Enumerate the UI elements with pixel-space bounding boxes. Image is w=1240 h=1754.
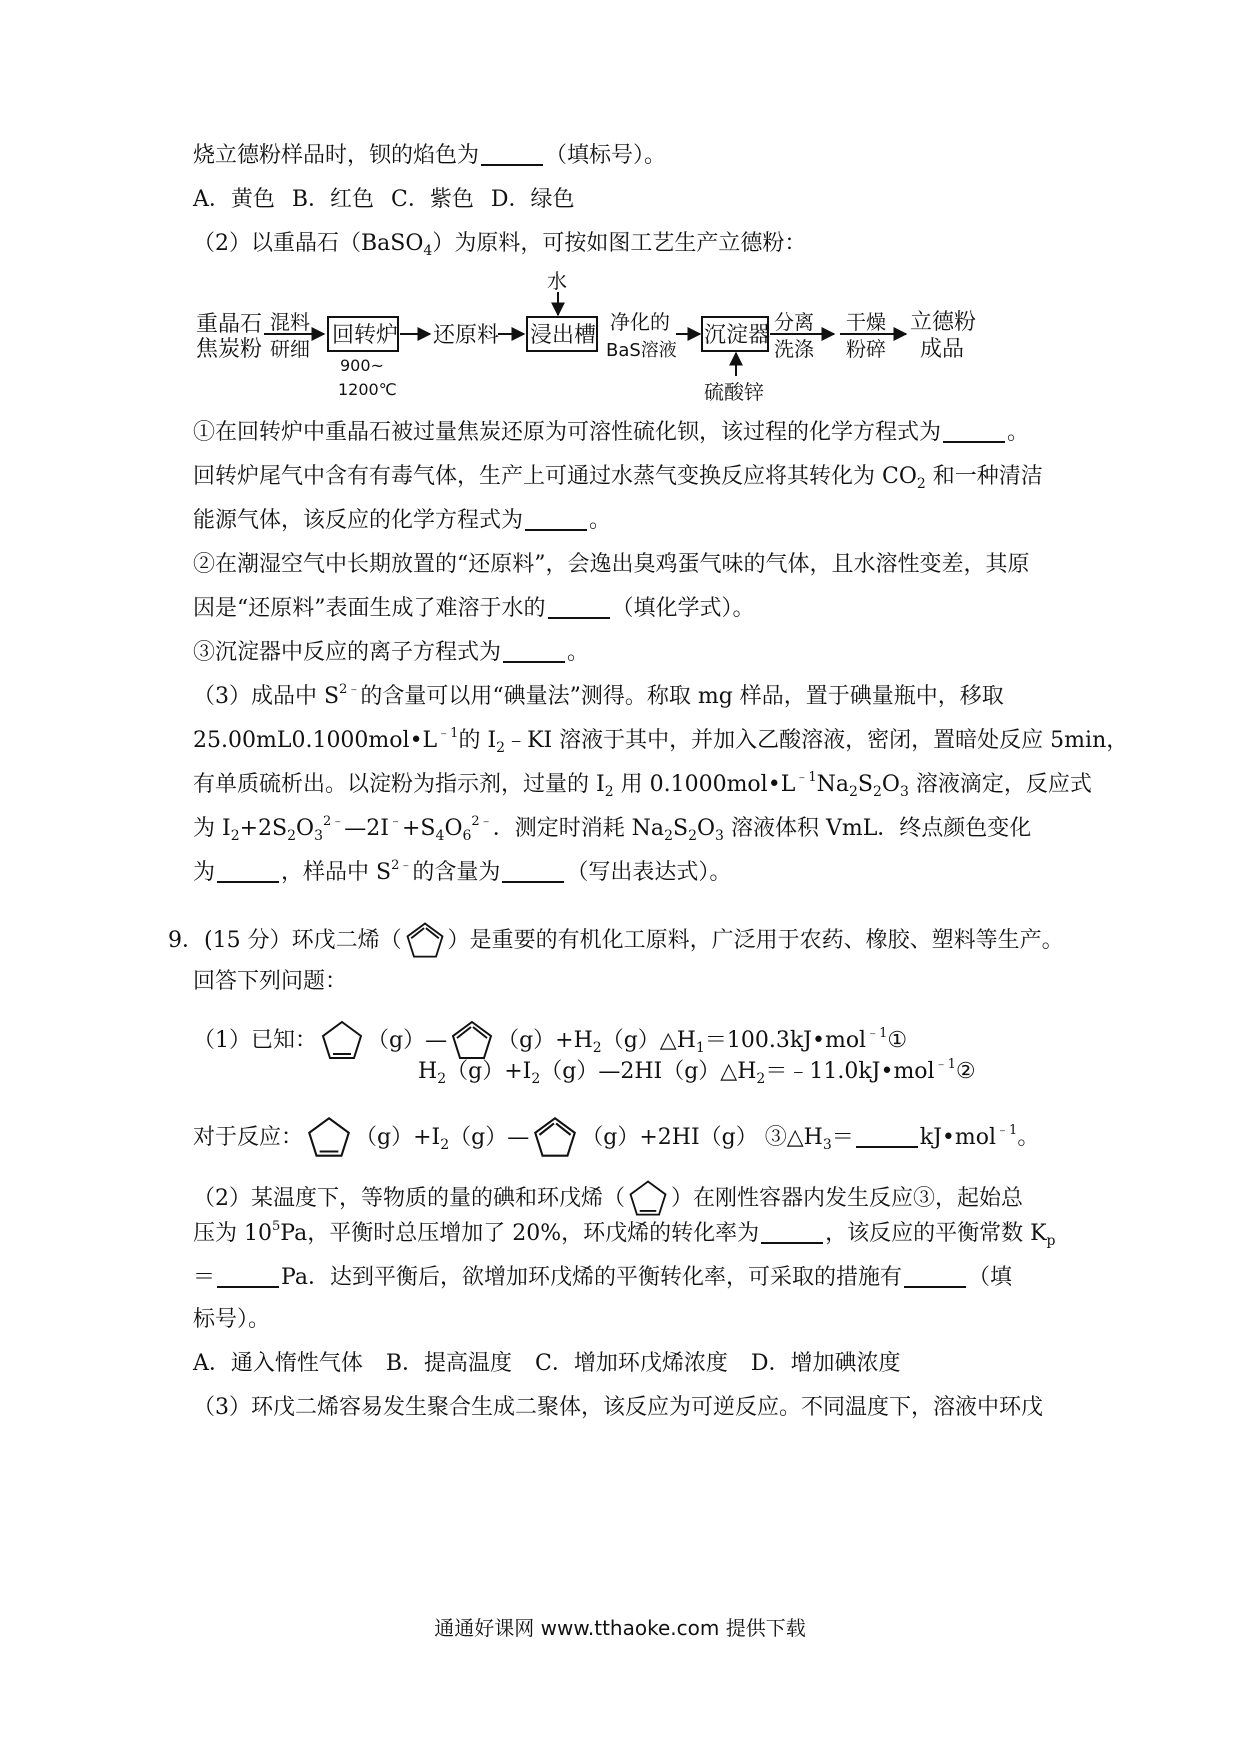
text-line-3: （2）以重晶石（BaSO$_4$）为原料，可按如图工艺生产立德粉：	[193, 231, 807, 259]
text-line-25: （3）环戊二烯容易发生聚合生成二聚体，该反应为可逆反应。不同温度下，溶液中环戊	[193, 1395, 1043, 1420]
flow-step2-b: 洗涤	[774, 337, 814, 361]
answer-blank	[217, 1264, 279, 1288]
text-line-5: 回转炉尾气中含有有毒气体，生产上可通过水蒸气变换反应将其转化为 $CO_2$ 和一种清洁	[193, 464, 1043, 492]
flow-zinc: 硫酸锌	[704, 380, 764, 404]
text-line-17: （1）已知： （g）— $(g)+H_2(g)\triangle H_1=100.3kJ•mol^{﹣1}①$	[193, 1016, 907, 1066]
text-line-24: A．通入惰性气体 B．提高温度 C．增加环戊烯浓度 D．增加碘浓度	[193, 1351, 901, 1376]
flow-step1-a: 混料	[270, 310, 310, 334]
text-line-19: 对于反应： $(g)+I_2(g)—$ （g）+2HI（g） $③\triangle H_3=$ kJ•mol$^{﹣1}$。	[193, 1112, 1039, 1164]
flow-step3-b: 粉碎	[846, 337, 886, 361]
answer-blank	[761, 1220, 823, 1244]
flow-start-2: 焦炭粉	[196, 337, 263, 362]
answer-blank	[525, 507, 587, 531]
process-flow-diagram	[190, 268, 990, 408]
text-line-22: ＝ Pa．达到平衡后，欲增加环戊烯的平衡转化率，可采取的措施有 （填	[193, 1265, 1012, 1290]
text-line-14: 为 ，样品中 $S^{2﹣}$的含量为 （写出表达式）。	[193, 858, 732, 885]
flow-mid-2a: 净化的	[610, 310, 670, 334]
text-line-4: ①在回转炉中重晶石被过量焦炭还原为可溶性硫化钡，该过程的化学方程式为 。	[193, 420, 1030, 445]
text-line-7: ②在潮湿空气中长期放置的“还原料”，会逸出臭鸡蛋气味的气体，且水溶性变差，其原	[193, 552, 1030, 577]
answer-blank	[503, 639, 565, 663]
flow-step1-b: 研细	[270, 337, 310, 361]
answer-blank	[548, 595, 610, 619]
cyclopentene-structure	[625, 1176, 671, 1222]
text-line-1: 烧立德粉样品时，钡的焰色为 （填标号）。	[193, 143, 667, 168]
cyclopentene-structure	[317, 1016, 367, 1066]
flow-step2-a: 分离	[774, 310, 814, 334]
flow-end-2: 成品	[920, 337, 965, 362]
flow-mid-2b: BaS溶液	[606, 340, 677, 361]
flow-start-1: 重晶石	[196, 312, 263, 337]
answer-blank	[943, 419, 1005, 443]
text-line-13: 为 $I_2+2S_2O_3^{2﹣}—2I^﹣+S_4O_6^{2﹣}$．测定时消耗 $Na_2S_2O_3$ 溶液体积 VmL．终点颜色变化	[193, 814, 1032, 844]
text-line-20: （2）某温度下，等物质的量的碘和环戊烯（ ）在刚性容器内发生反应③，起始总	[193, 1176, 1023, 1222]
answer-blank	[481, 142, 543, 166]
flow-box-2: 浸出槽	[530, 323, 597, 348]
flow-temp-1: 900~	[340, 356, 384, 375]
text-line-8: 因是“还原料”表面生成了难溶于水的 （填化学式）。	[193, 596, 755, 621]
answer-blank	[904, 1264, 966, 1288]
flow-box-3: 沉淀器	[704, 323, 771, 348]
flow-temp-2: 1200℃	[338, 380, 397, 399]
page-footer: 通通好课网 www.tthaoke.com 提供下载	[434, 1616, 806, 1640]
text-line-18: $H_2(g)+I_2(g)—2HI(g)\triangle H_2=﹣11.0kJ•mol^{﹣1}②$	[418, 1057, 976, 1087]
cyclopentadiene-structure	[402, 918, 448, 964]
answer-blank	[217, 859, 279, 883]
flow-step3-a: 干燥	[846, 310, 886, 334]
answer-blank	[856, 1124, 918, 1148]
text-line-21: 压为 $10^5Pa$，平衡时总压增加了 20%，环戊烯的转化率为 ，该反应的平衡常数 $K_p$	[193, 1219, 1056, 1249]
flow-mid-1: 还原料	[433, 323, 500, 348]
flow-water: 水	[547, 269, 567, 293]
cyclopentadiene-structure	[529, 1112, 581, 1164]
text-line-16: 回答下列问题：	[193, 969, 348, 994]
text-line-11: $25.00mL0.1000mol•L^{﹣1}$的 $I_2﹣KI$ 溶液于其中，并加入乙酸溶液，密闭，置暗处反应 5min，	[193, 726, 1129, 756]
text-line-9: ③沉淀器中反应的离子方程式为 。	[193, 640, 590, 665]
text-line-15: 9．(15 分）环戊二烯（ ）是重要的有机化工原料，广泛用于农药、橡胶、塑料等生产。	[168, 918, 1064, 964]
flow-box-1: 回转炉	[332, 323, 399, 348]
text-line-6: 能源气体，该反应的化学方程式为 。	[193, 508, 612, 533]
answer-blank	[502, 859, 564, 883]
text-line-10: （3）成品中 $S^{2﹣}$的含量可以用“碘量法”测得。称取 mg 样品，置于碘量瓶中，移取	[193, 682, 1004, 709]
text-line-12: 有单质硫析出。以淀粉为指示剂，过量的 $I_2$ 用 $0.1000mol•L^{﹣1}Na_2S_2O_3$ 溶液滴定，反应式	[193, 770, 1092, 800]
text-line-23: 标号）。	[193, 1307, 271, 1332]
cyclopentene-structure	[303, 1112, 355, 1164]
text-line-2: A．黄色 B．红色 C．紫色 D．绿色	[193, 187, 575, 212]
flow-end-1: 立德粉	[910, 310, 977, 335]
